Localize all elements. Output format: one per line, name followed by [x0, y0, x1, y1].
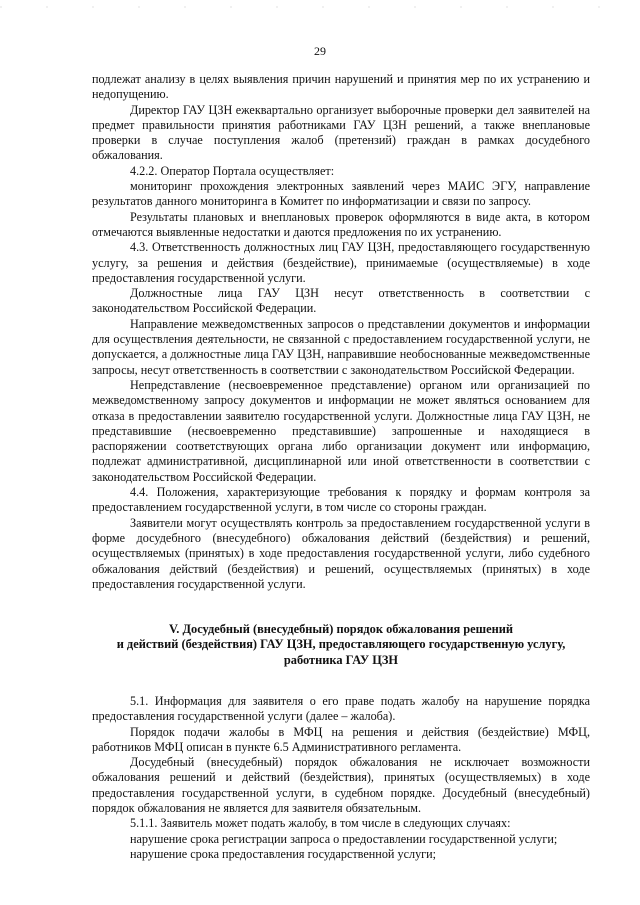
scan-artifact-strip	[0, 6, 640, 8]
section-heading-line-3: работника ГАУ ЦЗН	[283, 652, 399, 667]
section-heading-line-2: и действий (бездействия) ГАУ ЦЗН, предоставляющего государственную услугу,	[116, 637, 566, 652]
paragraph: 4.3. Ответственность должностных лиц ГАУ ЦЗН, предоставляющего государственную услугу, за решения и действия (бездействие), принимаемые (осуществляемые) в ходе предоставления государственной услуги.	[92, 240, 590, 285]
paragraph: 4.4. Положения, характеризующие требования к порядку и формам контроля за предоставлением государственной услуги, в том числе со стороны граждан.	[92, 485, 590, 515]
paragraph: Директор ГАУ ЦЗН ежеквартально организует выборочные проверки дел заявителей на предмет правильности принятия работниками ГАУ ЦЗН решений, а также внеплановые проверки в случае поступления жалоб (претензий) граждан в рамках досудебного обжалования.	[92, 102, 590, 163]
paragraph: 5.1. Информация для заявителя о его праве подать жалобу на нарушение порядка предоставления государственной услуги (далее – жалоба).	[92, 693, 590, 724]
paragraph: Досудебный (внесудебный) порядок обжалования не исключает возможности обжалования решений и действий (бездействия), принятых (осуществляемых) в ходе предоставления государственной услуги, в судебном порядке. Досудебный (внесудебный) порядок обжалования не является для заявителя обязательным.	[92, 755, 590, 816]
paragraph-group-top	[92, 72, 590, 592]
paragraph: нарушение срока регистрации запроса о предоставлении государственной услуги;	[130, 831, 558, 846]
paragraph: Результаты плановых и внеплановых проверок оформляются в виде акта, в котором отмечаются выявленные недостатки и даются предложения по их устранению.	[92, 209, 590, 239]
paragraph: 5.1.1. Заявитель может подать жалобу, в том числе в следующих случаях:	[130, 816, 511, 831]
paragraph: Заявители могут осуществлять контроль за предоставлением государственной услуги в форме досудебного (внесудебного) обжалования действий (бездействия) и решений, осуществляемых (принятых) в ходе предоставления государственной услуги, либо судебного обжалования действий (бездействия) и решений, осуществляемых (принятых) в ходе предоставления государственной услуги.	[92, 515, 590, 591]
paragraph-group-bottom	[92, 694, 590, 862]
paragraph: Непредставление (несвоевременное представление) органом или организацией по межведомственному запросу документов и информации не может являться основанием для отказа в предоставлении заявителю государственной услуги. Должностные лица ГАУ ЦЗН, не представившие (несвоевременно представившие) запрошенные и находящиеся в распоряжении соответствующих органа либо организации документ или информацию, подлежат административной, дисциплинарной или иной ответственности в соответствии с законодательством Российской Федерации.	[92, 377, 590, 484]
paragraph: подлежат анализу в целях выявления причин нарушений и принятия мер по их устранению и недопущению.	[92, 72, 590, 102]
paragraph: Должностные лица ГАУ ЦЗН несут ответственность в соответствии с законодательством Российской Федерации.	[92, 286, 590, 316]
paragraph: мониторинг прохождения электронных заявлений через МАИС ЭГУ, направление результатов данного мониторинга в Комитет по информатизации и связи по запросу.	[92, 179, 590, 209]
paragraph: Направление межведомственных запросов о представлении документов и информации для осуществления деятельности, не связанной с предоставлением государственной услуги, не допускается, а должностные лица ГАУ ЦЗН, направившие необоснованные межведомственные запросы, несут ответственность в соответствии с законодательством Российской Федерации.	[92, 316, 590, 377]
document-body	[92, 72, 590, 862]
section-heading-line-1: V. Досудебный (внесудебный) порядок обжалования решений	[168, 622, 514, 637]
paragraph: 4.2.2. Оператор Портала осуществляет:	[130, 163, 335, 178]
section-heading	[92, 622, 590, 668]
page-number: 29	[314, 44, 326, 58]
paragraph: Порядок подачи жалобы в МФЦ на решения и действия (бездействие) МФЦ, работников МФЦ описан в пункте 6.5 Административного регламента.	[92, 724, 590, 754]
paragraph: нарушение срока предоставления государственной услуги;	[130, 846, 437, 861]
